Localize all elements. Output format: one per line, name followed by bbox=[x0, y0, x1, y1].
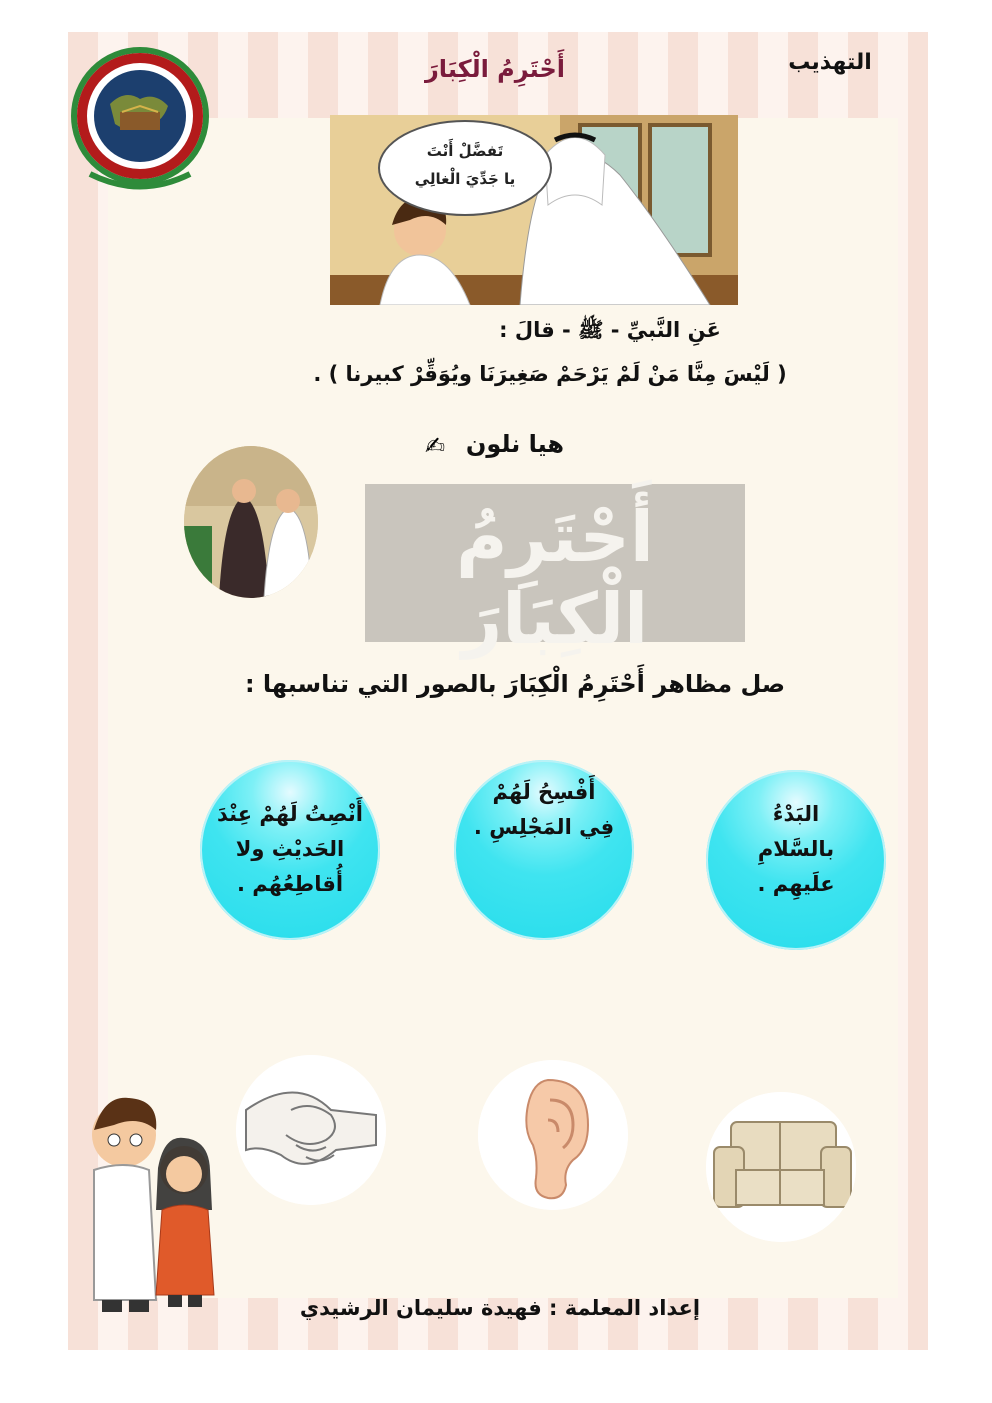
page-title: أَحْتَرِمُ الْكِبَارَ bbox=[424, 55, 565, 83]
exercise-instruction: صل مظاهر أَحْتَرِمُ الْكِبَارَ بالصور التي تناسبها : bbox=[244, 670, 786, 698]
phrase-circle-greeting[interactable] bbox=[706, 770, 886, 950]
circle-line: البَدْءُ bbox=[772, 802, 820, 826]
subject-label: التهذيب bbox=[788, 50, 872, 75]
circle-line: أُقاطِعُهُم . bbox=[236, 872, 344, 896]
circle-line: أَفْسِحُ لَهُمْ bbox=[492, 780, 596, 804]
pencil-icon: ✍ bbox=[425, 432, 446, 460]
circle-line: أَنْصِتُ لَهُمْ عِنْدَ bbox=[217, 802, 363, 826]
phrase-circle-listen[interactable] bbox=[200, 760, 380, 940]
handshake-image[interactable] bbox=[236, 1055, 386, 1205]
circle-line: بالسَّلامِ bbox=[757, 837, 835, 861]
ministry-logo bbox=[70, 34, 210, 204]
hadith-text: ( لَيْسَ مِنَّا مَنْ لَمْ يَرْحَمْ صَغِيرَنَا ويُوَقِّرْ كبيرنا ) . bbox=[313, 362, 787, 386]
outline-word: أَحْتَرِمُ الْكِبَارَ bbox=[456, 496, 654, 660]
bubble-line-1: تَفضَّلْ أَنْتَ bbox=[426, 142, 504, 160]
phrase-circle-seat[interactable] bbox=[454, 760, 634, 940]
children-cartoon bbox=[84, 1090, 234, 1320]
circle-line: علَيهِم . bbox=[757, 872, 835, 896]
ear-image[interactable] bbox=[478, 1060, 628, 1210]
speech-bubble bbox=[378, 120, 552, 216]
sofa-image[interactable] bbox=[706, 1092, 856, 1242]
hadith-intro: عَنِ النَّبيِّ - ﷺ - قالَ : bbox=[499, 318, 721, 342]
teacher-credit: إعداد المعلمة : فهيدة سليمان الرشيدي bbox=[299, 1296, 701, 1320]
circle-line: الحَديْثِ ولا bbox=[235, 837, 345, 861]
coloring-heading: هيا نلون bbox=[465, 430, 565, 458]
coloring-word-box[interactable] bbox=[365, 484, 745, 660]
circle-line: فِي المَجْلِسِ . bbox=[473, 815, 615, 839]
family-image bbox=[184, 446, 318, 598]
bubble-line-2: يا جَدِّيَ الْغالِي bbox=[414, 170, 516, 188]
